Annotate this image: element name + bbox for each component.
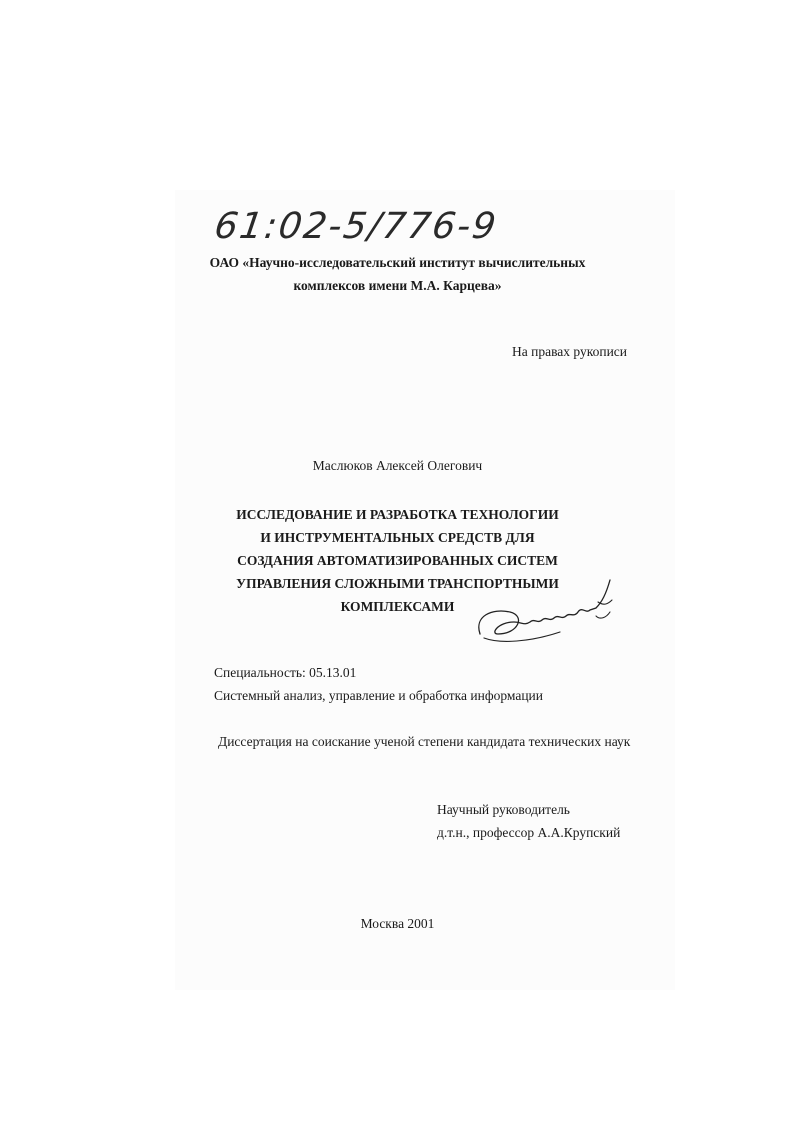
- specialty-name: Системный анализ, управление и обработка информации: [214, 688, 544, 703]
- title-line: УПРАВЛЕНИЯ СЛОЖНЫМИ ТРАНСПОРТНЫМИ: [236, 576, 559, 591]
- place-year: Москва 2001: [360, 916, 435, 931]
- supervisor-name: д.т.н., профессор А.А.Крупский: [437, 825, 621, 840]
- title-line: ИССЛЕДОВАНИЕ И РАЗРАБОТКА ТЕХНОЛОГИИ: [236, 507, 559, 522]
- specialty-code: Специальность: 05.13.01: [214, 665, 357, 680]
- dissertation-line: Диссертация на соискание ученой степени кандидата технических наук: [218, 734, 631, 749]
- supervisor-label: Научный руководитель: [437, 802, 570, 817]
- author-name: Маслюков Алексей Олегович: [312, 458, 483, 473]
- handwritten-signature: [470, 572, 620, 657]
- thesis-title: [0, 503, 795, 618]
- title-line: СОЗДАНИЯ АВТОМАТИЗИРОВАННЫХ СИСТЕМ: [237, 553, 558, 568]
- institution-line-1: ОАО «Научно-исследовательский институт вычислительных: [209, 255, 586, 270]
- institution-line-2: комплексов имени М.А. Карцева»: [293, 278, 502, 293]
- archive-stamp-code: 61:02-5/776-9: [212, 206, 501, 247]
- copyright-note: На правах рукописи: [512, 344, 628, 359]
- title-line: КОМПЛЕКСАМИ: [340, 599, 455, 614]
- title-line: И ИНСТРУМЕНТАЛЬНЫХ СРЕДСТВ ДЛЯ: [260, 530, 535, 545]
